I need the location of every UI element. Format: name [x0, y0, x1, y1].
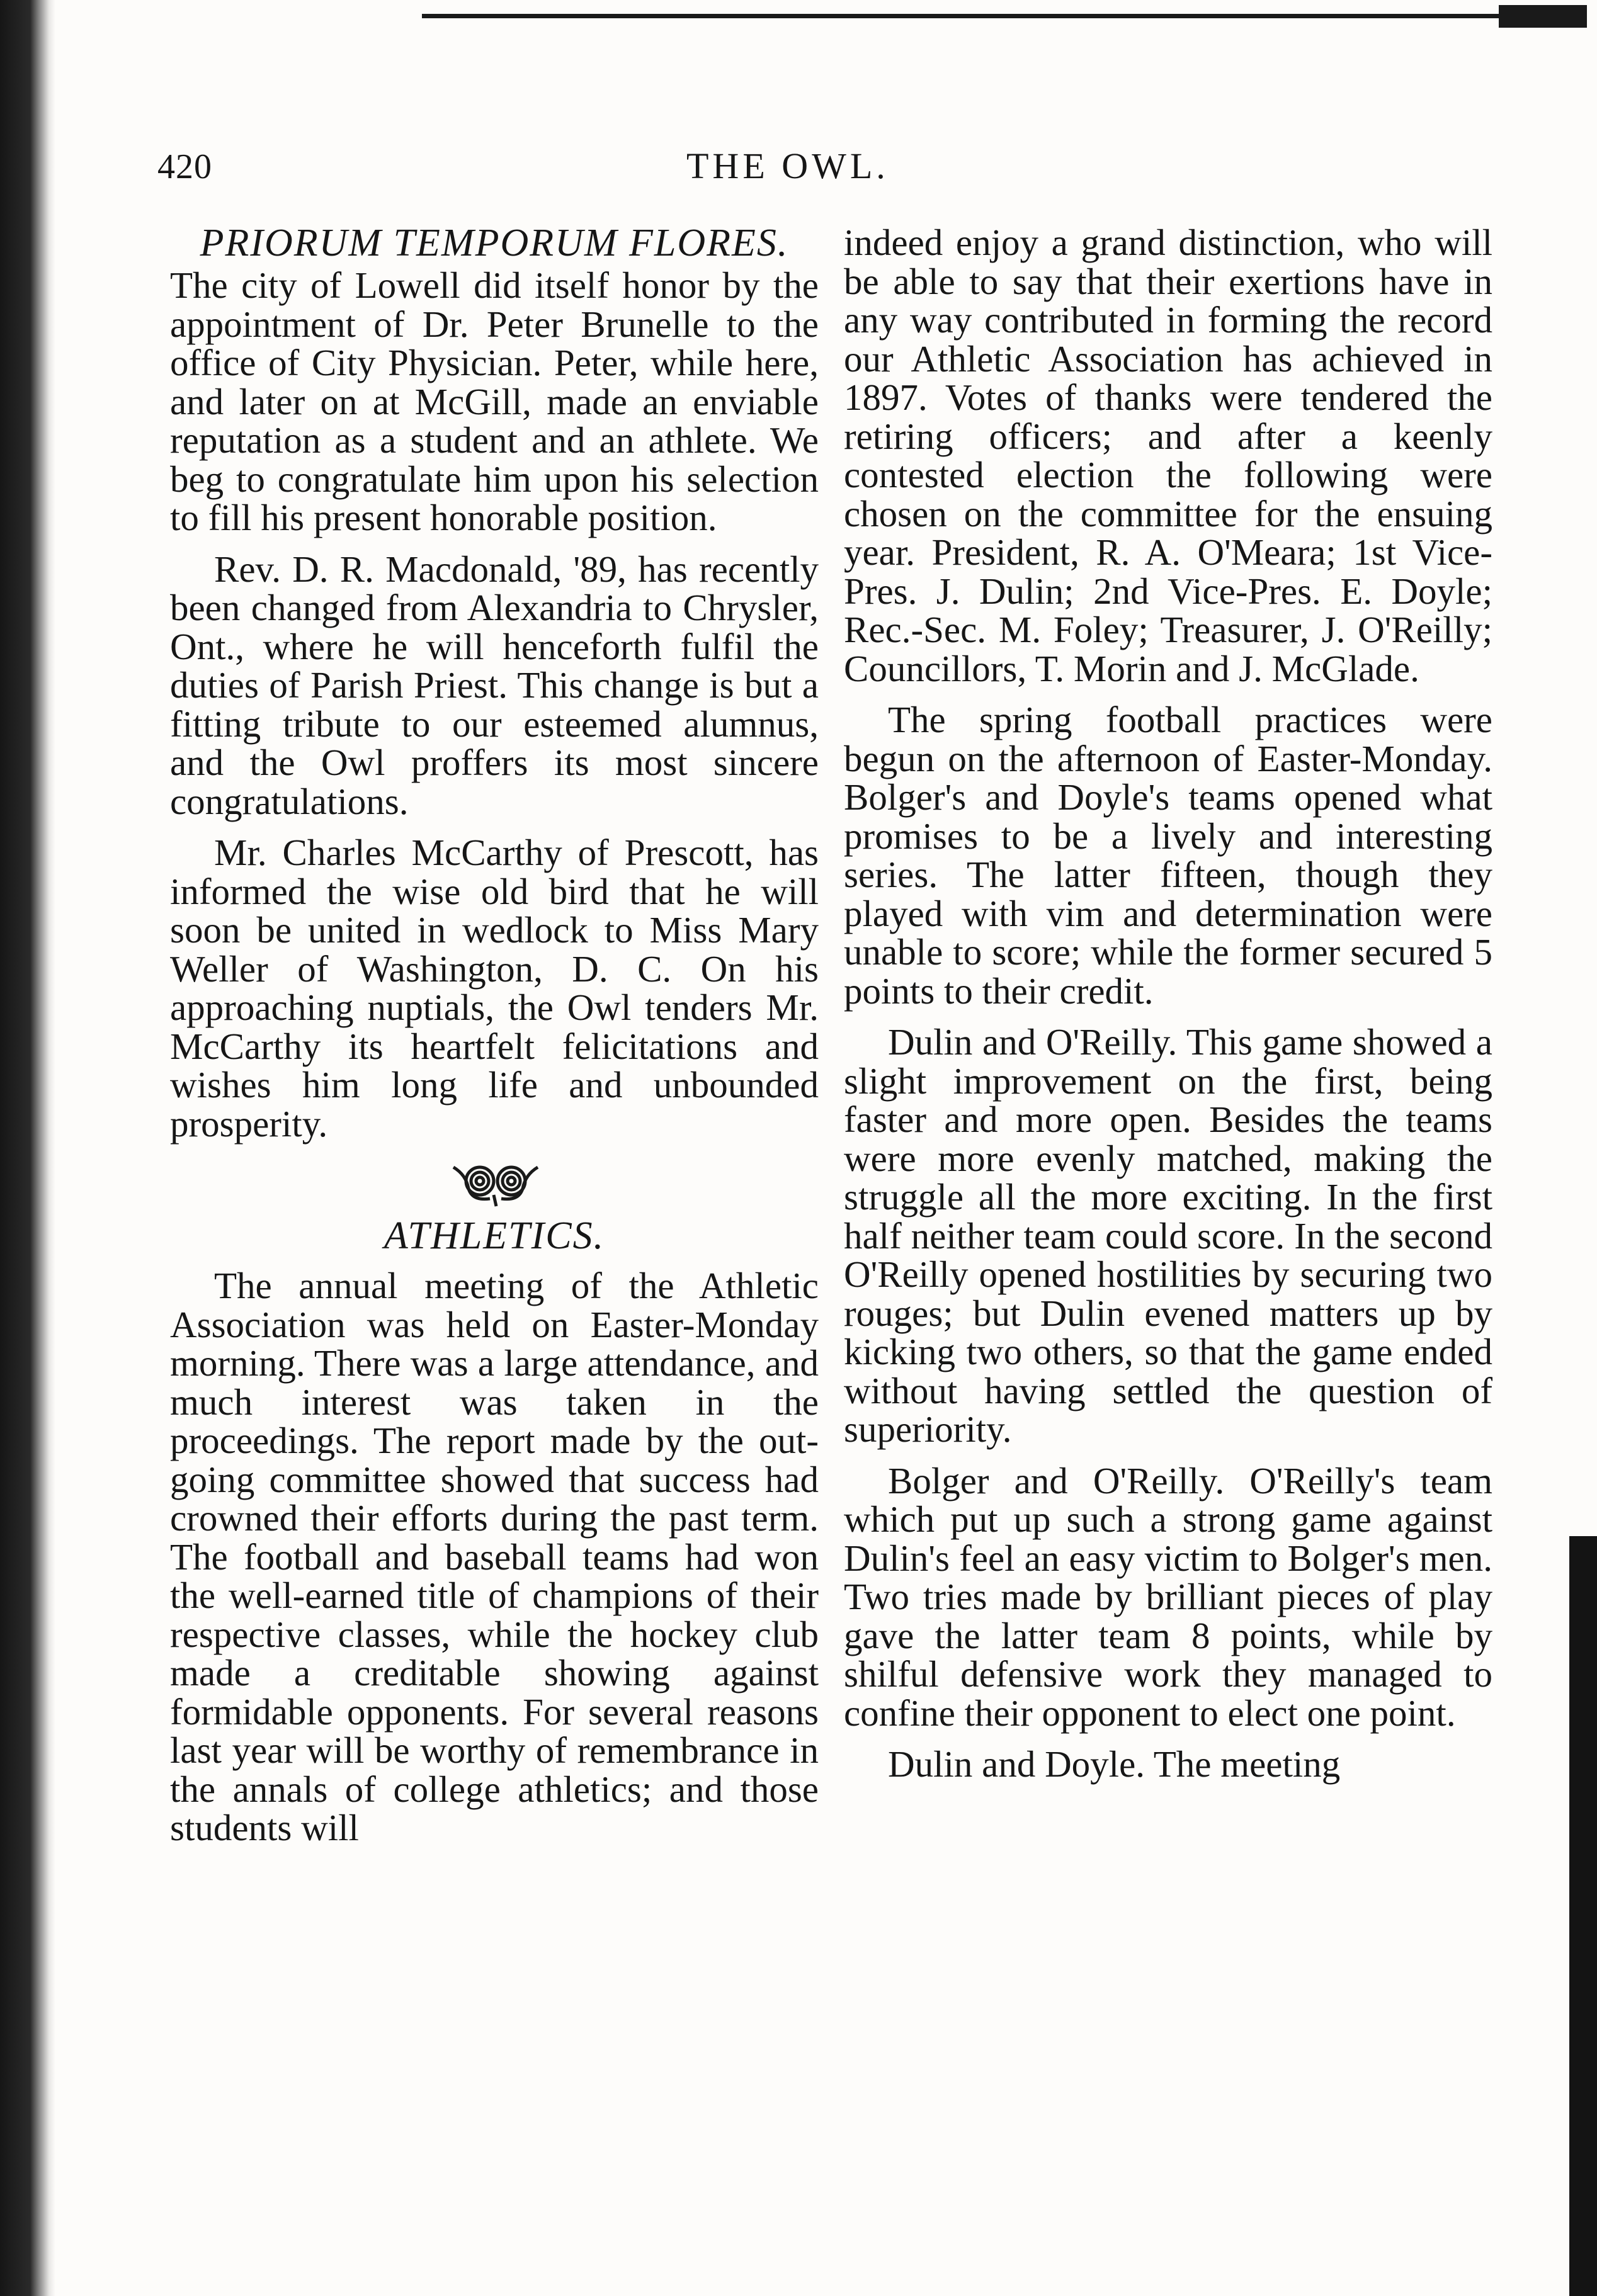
- paragraph-bolger-oreilly: Bolger and O'Reilly. O'Reilly's team which put up such a strong game against Dulin's feel an easy victim to Bolger's men. Two tries made by brilliant pieces of play gave the latter team 8 points, while by shilful defensive work they managed to confine their opponent to elect one point.: [844, 1459, 1492, 1734]
- paragraph-mccarthy: Mr. Charles McCarthy of Prescott, has informed the wise old bird that he will soon be united in wedlock to Miss Mary Weller of Washington, D. C. On his approaching nuptials, the Owl tenders Mr. McCarthy its heartfelt felicitations and wishes him long life and unbounded prosperity.: [170, 832, 819, 1145]
- paragraph-dulin-oreilly: Dulin and O'Reilly. This game showed a slight improvement on the first, being faster and more open. Besides the teams were more evenly matched, making the struggle all the more exciting. In the first half neither team could score. In the second O'Reilly opened hostilities by securing two rouges; but Dulin evened matters up by kicking two others, so that the game ended without having settled the question of superiority.: [844, 1021, 1492, 1450]
- paragraph-committee: indeed enjoy a grand distinction, who will be able to say that their exertions have in any way contributed in forming the record our Athletic Association has achieved in 1897. Votes of thanks were tendered the retiring officers; and after a keenly contested election the following were chosen on the committee for the ensuing year. President, R. A. O'Meara; 1st Vice-Pres. J. Dulin; 2nd Vice-Pres. E. Doyle; Rec.-Sec. M. Foley; Treasurer, J. O'Reilly; Councillors, T. Morin and J. McGlade.: [844, 222, 1492, 689]
- ornament-divider: [170, 1156, 819, 1210]
- scan-binding-edge: [0, 0, 55, 2296]
- paragraph-dulin-doyle: Dulin and Doyle. The meeting: [888, 1743, 1341, 1785]
- section-title-priorum: PRIORUM TEMPORUM FLORES.: [200, 222, 789, 264]
- top-rule: [422, 14, 1568, 18]
- scroll-ornament-icon: [441, 1156, 548, 1210]
- right-column: [844, 223, 1492, 1797]
- scan-right-edge: [1569, 1536, 1597, 2296]
- top-rule-end: [1499, 5, 1587, 28]
- page-number: 420: [157, 147, 212, 186]
- running-title: THE OWL.: [686, 145, 889, 186]
- paragraph-athletic-meeting: The annual meeting of the Athletic Association was held on Easter-Monday morning. There was a large attendance, and much interest was taken in the proceedings. The report made by the out-going committee showed that success had crowned their efforts during the past term. The football and baseball teams had won the well-earned title of champions of their respective classes, while the hockey club made a creditable showing against formidable opponents. For several reasons last year will be worthy of remembrance in the annals of college athletics; and those students will: [170, 1265, 819, 1848]
- paragraph-spring-football: The spring football practices were begun on the afternoon of Easter-Monday. Bolger's and Doyle's teams opened what promises to be a lively and interesting series. The latter fifteen, though they played with vim and determination were unable to score; while the former secured 5 points to their credit.: [844, 699, 1492, 1012]
- section-title-athletics: ATHLETICS.: [384, 1214, 605, 1257]
- paragraph-macdonald: Rev. D. R. Macdonald, '89, has recently been changed from Alexandria to Chrysler, Ont., where he will henceforth fulfil the duties of Parish Priest. This change is but a fitting tribute to our esteemed alumnus, and the Owl proffers its most sincere congratulations.: [170, 548, 819, 822]
- paragraph-lowell: The city of Lowell did itself honor by the appointment of Dr. Peter Brunelle to the office of City Physician. Peter, while here, and later on at McGill, made an enviable reputation as a student and an athlete. We beg to congratulate him upon his selection to fill his present honorable position.: [170, 264, 819, 538]
- left-column: [170, 223, 819, 1860]
